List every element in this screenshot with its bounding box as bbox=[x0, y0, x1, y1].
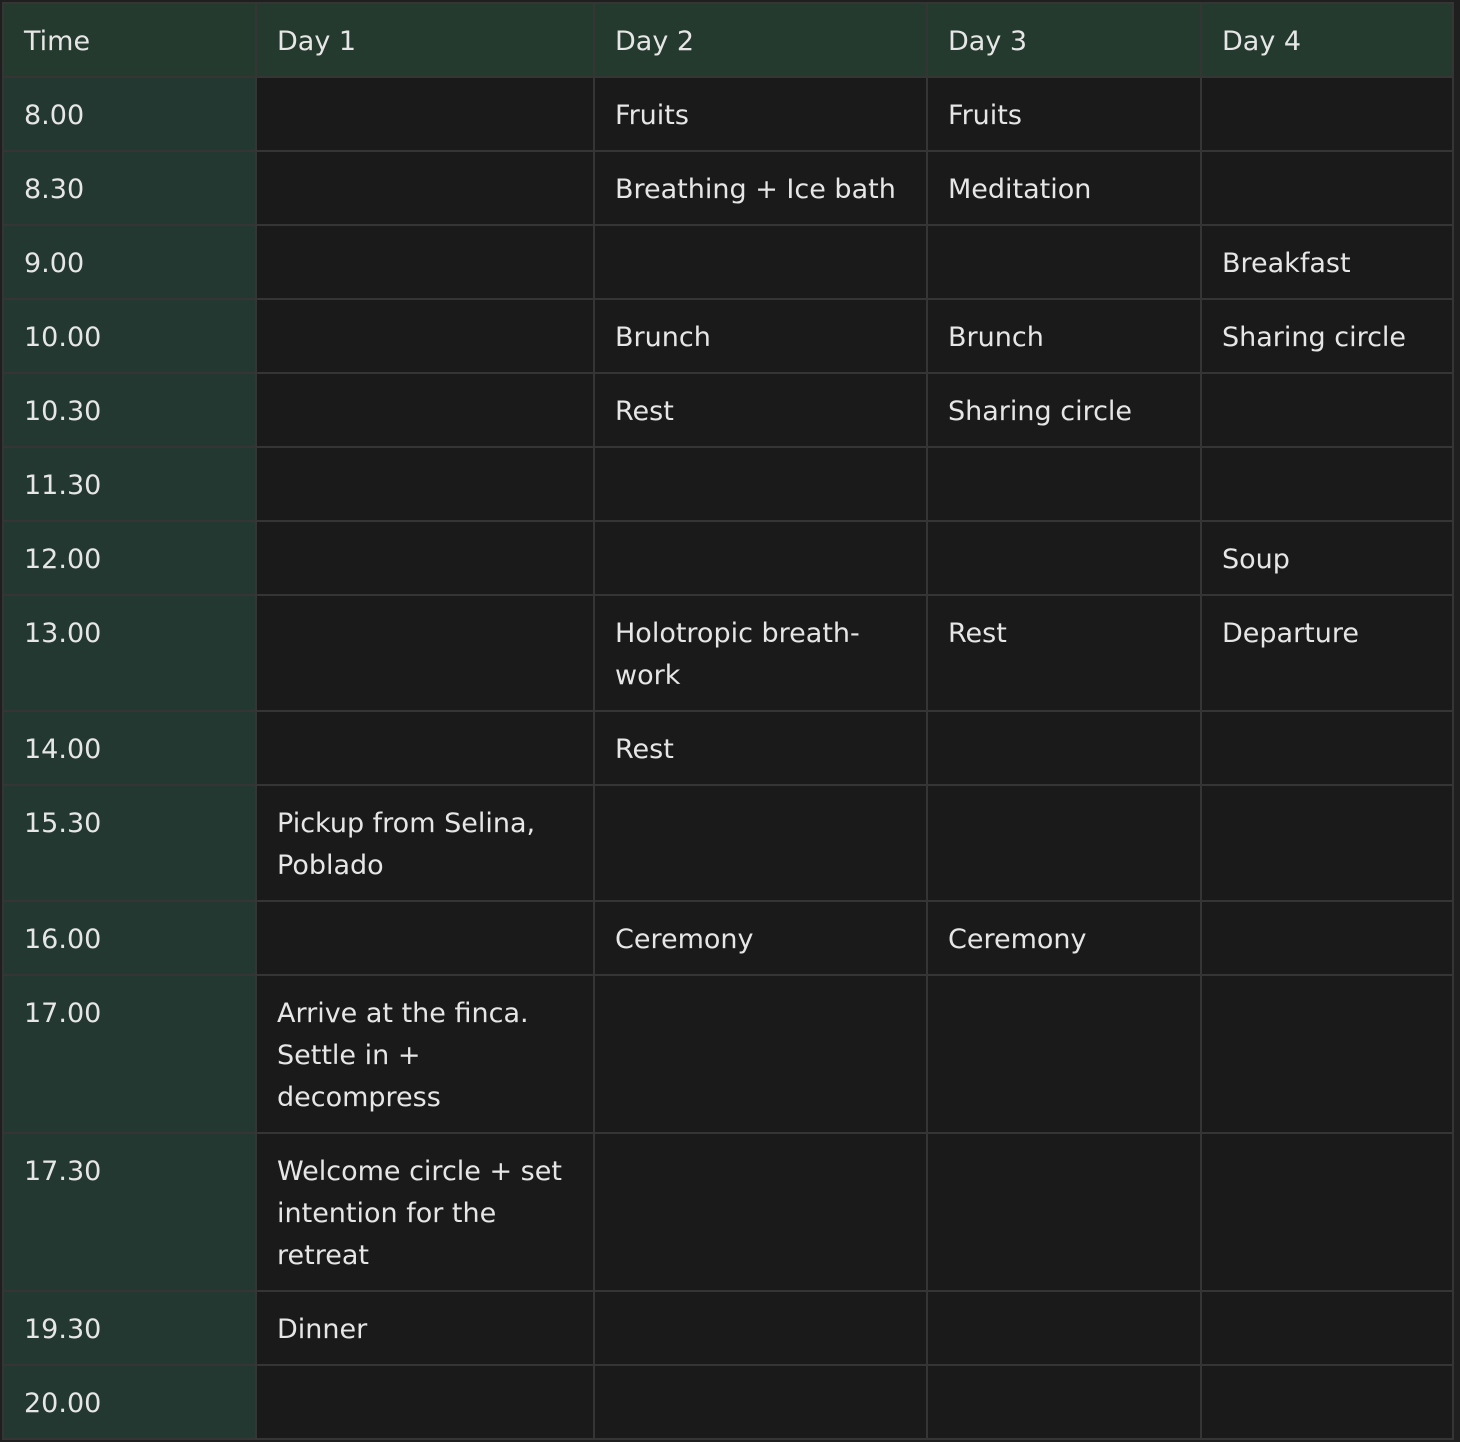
day-4-cell[interactable] bbox=[1201, 77, 1453, 151]
day-3-cell[interactable] bbox=[927, 225, 1201, 299]
table-row bbox=[3, 1365, 1453, 1439]
time-cell[interactable]: 12.00 bbox=[3, 521, 256, 595]
day-1-cell[interactable]: Welcome circle + set intention for the retreat bbox=[256, 1133, 594, 1291]
table-row bbox=[3, 1133, 1453, 1291]
table-row bbox=[3, 975, 1453, 1133]
table-row bbox=[3, 151, 1453, 225]
day-3-cell[interactable] bbox=[927, 1365, 1201, 1439]
day-1-cell[interactable] bbox=[256, 595, 594, 711]
time-cell[interactable]: 17.30 bbox=[3, 1133, 256, 1291]
schedule-table bbox=[2, 2, 1454, 1440]
day-4-cell[interactable] bbox=[1201, 1291, 1453, 1365]
day-4-cell[interactable]: Soup bbox=[1201, 521, 1453, 595]
time-cell[interactable]: 13.00 bbox=[3, 595, 256, 711]
day-3-cell[interactable]: Meditation bbox=[927, 151, 1201, 225]
day-4-cell[interactable]: Sharing circle bbox=[1201, 299, 1453, 373]
day-2-cell[interactable] bbox=[594, 1291, 927, 1365]
day-1-cell[interactable] bbox=[256, 225, 594, 299]
day-3-cell[interactable] bbox=[927, 975, 1201, 1133]
day-1-cell[interactable] bbox=[256, 1365, 594, 1439]
time-cell[interactable]: 10.30 bbox=[3, 373, 256, 447]
day-3-cell[interactable]: Rest bbox=[927, 595, 1201, 711]
day-2-cell[interactable] bbox=[594, 1133, 927, 1291]
day-4-cell[interactable]: Breakfast bbox=[1201, 225, 1453, 299]
day-3-cell[interactable] bbox=[927, 521, 1201, 595]
day-1-cell[interactable] bbox=[256, 373, 594, 447]
day-4-cell[interactable] bbox=[1201, 901, 1453, 975]
table-row bbox=[3, 77, 1453, 151]
day-2-cell[interactable] bbox=[594, 447, 927, 521]
day-2-cell[interactable]: Rest bbox=[594, 711, 927, 785]
time-cell[interactable]: 20.00 bbox=[3, 1365, 256, 1439]
time-cell[interactable]: 10.00 bbox=[3, 299, 256, 373]
day-4-cell[interactable] bbox=[1201, 373, 1453, 447]
day-3-cell[interactable]: Brunch bbox=[927, 299, 1201, 373]
header-day-3[interactable]: Day 3 bbox=[927, 3, 1201, 77]
header-day-4[interactable]: Day 4 bbox=[1201, 3, 1453, 77]
day-3-cell[interactable]: Ceremony bbox=[927, 901, 1201, 975]
day-2-cell[interactable]: Breathing + Ice bath bbox=[594, 151, 927, 225]
table-row bbox=[3, 901, 1453, 975]
table-row bbox=[3, 299, 1453, 373]
day-2-cell[interactable] bbox=[594, 1365, 927, 1439]
day-4-cell[interactable] bbox=[1201, 447, 1453, 521]
day-1-cell[interactable] bbox=[256, 77, 594, 151]
day-3-cell[interactable]: Sharing circle bbox=[927, 373, 1201, 447]
day-1-cell[interactable]: Dinner bbox=[256, 1291, 594, 1365]
day-2-cell[interactable]: Holotropic breath-work bbox=[594, 595, 927, 711]
header-time[interactable]: Time bbox=[3, 3, 256, 77]
time-cell[interactable]: 19.30 bbox=[3, 1291, 256, 1365]
day-2-cell[interactable] bbox=[594, 521, 927, 595]
day-1-cell[interactable]: Arrive at the finca. Settle in + decompress bbox=[256, 975, 594, 1133]
day-1-cell[interactable] bbox=[256, 901, 594, 975]
header-row bbox=[3, 3, 1453, 77]
day-1-cell[interactable] bbox=[256, 521, 594, 595]
day-2-cell[interactable] bbox=[594, 225, 927, 299]
day-2-cell[interactable]: Ceremony bbox=[594, 901, 927, 975]
day-4-cell[interactable] bbox=[1201, 975, 1453, 1133]
time-cell[interactable]: 16.00 bbox=[3, 901, 256, 975]
day-3-cell[interactable] bbox=[927, 711, 1201, 785]
time-cell[interactable]: 17.00 bbox=[3, 975, 256, 1133]
day-2-cell[interactable] bbox=[594, 785, 927, 901]
day-1-cell[interactable] bbox=[256, 447, 594, 521]
header-day-1[interactable]: Day 1 bbox=[256, 3, 594, 77]
time-cell[interactable]: 8.00 bbox=[3, 77, 256, 151]
day-4-cell[interactable]: Departure bbox=[1201, 595, 1453, 711]
day-3-cell[interactable] bbox=[927, 785, 1201, 901]
day-4-cell[interactable] bbox=[1201, 151, 1453, 225]
table-row bbox=[3, 1291, 1453, 1365]
day-2-cell[interactable]: Fruits bbox=[594, 77, 927, 151]
table-row bbox=[3, 447, 1453, 521]
table-row bbox=[3, 521, 1453, 595]
day-3-cell[interactable] bbox=[927, 1133, 1201, 1291]
day-2-cell[interactable]: Rest bbox=[594, 373, 927, 447]
day-1-cell[interactable] bbox=[256, 151, 594, 225]
time-cell[interactable]: 9.00 bbox=[3, 225, 256, 299]
day-2-cell[interactable] bbox=[594, 975, 927, 1133]
day-3-cell[interactable] bbox=[927, 1291, 1201, 1365]
time-cell[interactable]: 14.00 bbox=[3, 711, 256, 785]
table-row bbox=[3, 785, 1453, 901]
day-2-cell[interactable]: Brunch bbox=[594, 299, 927, 373]
table-row bbox=[3, 595, 1453, 711]
day-1-cell[interactable]: Pickup from Selina, Poblado bbox=[256, 785, 594, 901]
day-4-cell[interactable] bbox=[1201, 711, 1453, 785]
table-row bbox=[3, 373, 1453, 447]
time-cell[interactable]: 15.30 bbox=[3, 785, 256, 901]
time-cell[interactable]: 8.30 bbox=[3, 151, 256, 225]
day-1-cell[interactable] bbox=[256, 299, 594, 373]
time-cell[interactable]: 11.30 bbox=[3, 447, 256, 521]
day-1-cell[interactable] bbox=[256, 711, 594, 785]
schedule-table-container bbox=[2, 2, 1452, 1434]
day-4-cell[interactable] bbox=[1201, 785, 1453, 901]
day-3-cell[interactable]: Fruits bbox=[927, 77, 1201, 151]
header-day-2[interactable]: Day 2 bbox=[594, 3, 927, 77]
day-4-cell[interactable] bbox=[1201, 1133, 1453, 1291]
table-row bbox=[3, 711, 1453, 785]
table-row bbox=[3, 225, 1453, 299]
day-3-cell[interactable] bbox=[927, 447, 1201, 521]
day-4-cell[interactable] bbox=[1201, 1365, 1453, 1439]
